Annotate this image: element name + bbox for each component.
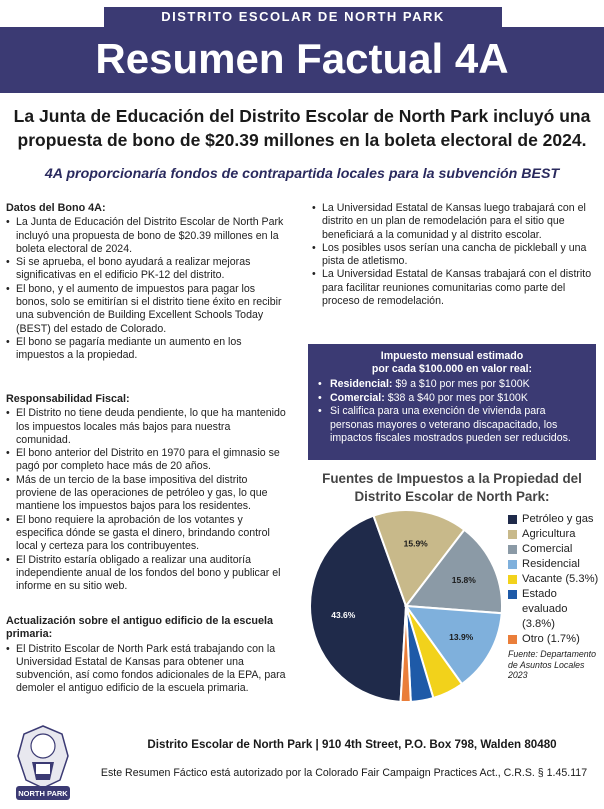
list-item: • El Distrito estaría obligado a realizar una auditoría independiente anual de los fondos del bono y publicar el informe en su sitio web.: [6, 554, 288, 594]
section-fiscal: [6, 393, 288, 593]
section-bond-facts: [6, 202, 288, 363]
list-item: • El bono anterior del Distrito en 1970 para el gimnasio se pagó por completo hace más de 20 años.: [6, 447, 288, 474]
legend-label: Otro (1.7%): [522, 633, 580, 645]
legend-swatch: [508, 545, 517, 554]
exemption-note: • Si califica para una exención de vivienda para personas mayores o veterano discapacitado, los impactos fiscales mostrados pueden ser reducidos.: [318, 405, 586, 446]
list-item: • El bono requiere la aprobación de los votantes y especifica dónde se gasta el dinero, brindando control local y certeza para los contribuyentes.: [6, 514, 288, 554]
legend-item: [508, 557, 602, 572]
legend-swatch: [508, 515, 517, 524]
list-item: • El bono se pagaría mediante un aumento en los impuestos a la propiedad.: [6, 336, 288, 363]
legend-label: Vacante (5.3%): [522, 573, 599, 585]
residential-rate: [318, 378, 586, 392]
chart-legend: [508, 512, 602, 681]
legend-label: Comercial: [522, 543, 573, 555]
legend-label: Petróleo y gas: [522, 513, 594, 525]
tax-box-list: [308, 378, 596, 446]
section-heading: Datos del Bono 4A:: [6, 202, 106, 214]
legend-label: Agricultura: [522, 528, 576, 540]
list-item: • El bono, y el aumento de impuestos para pagar los bonos, solo se emitirían si el distrito tiene éxito en recibir una subvención de Building Excellent Schools Today (BEST) del estado de Colorado.: [6, 283, 288, 336]
list-item: • El Distrito Escolar de North Park está trabajando con la Universidad Estatal de Kansas para obtener una subvención, así como fondos adicionales de la EPA, para demoler el antiguo edificio de la escuela primaria.: [6, 643, 288, 696]
chart-source: Fuente: Departamento de Asuntos Locales 2023: [508, 649, 597, 680]
residential-label: Residencial:: [330, 378, 393, 390]
legend-item: [508, 587, 602, 632]
tax-box-heading: [308, 350, 596, 376]
legend-swatch: [508, 635, 517, 644]
legend-item: [508, 572, 602, 587]
section-heading: Actualización sobre el antiguo edificio de la escuela primaria:: [6, 615, 273, 641]
building-list: [6, 643, 288, 696]
logo-text: NORTH PARK: [18, 789, 68, 798]
district-kicker: DISTRITO ESCOLAR DE NORTH PARK: [104, 7, 502, 27]
commercial-value: $38 a $40 por mes por $100K: [387, 391, 528, 404]
legend-item: [508, 632, 602, 647]
legend-item: [508, 527, 602, 542]
kansas-list: [312, 202, 592, 308]
list-item: • La Universidad Estatal de Kansas luego trabajará con el distrito en un plan de remodelación para el sitio que beneficiará a la comunidad y al distrito escolar.: [312, 202, 592, 242]
subheadline: 4A proporcionaría fondos de contrapartida locales para la subvención BEST: [44, 166, 560, 182]
pie-data-label: 43.6%: [331, 610, 356, 621]
page-title: Resumen Factual 4A: [95, 35, 509, 82]
authorization-note: Este Resumen Fáctico está autorizado por la Colorado Fair Campaign Practices Act., C.R.S. § 1.45.117: [100, 767, 588, 779]
section-building-update: [6, 615, 288, 696]
section-kansas: [312, 202, 592, 308]
tax-box-heading-line1: Impuesto mensual estimado: [380, 350, 524, 362]
chart-title: Fuentes de Impuestos a la Propiedad del Distrito Escolar de North Park:: [322, 471, 582, 504]
legend-item: [508, 542, 602, 557]
list-item: • Si se aprueba, el bono ayudará a realizar mejoras significativas en el edificio PK-12 del distrito.: [6, 256, 288, 283]
tax-estimate-box: [308, 344, 596, 460]
section-heading: Responsabilidad Fiscal:: [6, 393, 130, 405]
legend-swatch: [508, 575, 517, 584]
headline: La Junta de Educación del Distrito Escolar de North Park incluyó una propuesta de bono de $20.39 millones en la boleta electoral de 2024.: [13, 106, 591, 150]
pie-data-label: 15.9%: [403, 538, 428, 549]
district-contact: Distrito Escolar de North Park | 910 4th Street, P.O. Box 798, Walden 80480: [147, 738, 557, 751]
tax-source-pie-chart: [308, 508, 504, 704]
legend-item: [508, 512, 602, 527]
commercial-rate: [318, 392, 586, 406]
legend-swatch: [508, 560, 517, 569]
residential-value: $9 a $10 por mes por $100K: [395, 378, 530, 390]
district-logo: [10, 722, 76, 806]
bond-facts-list: [6, 216, 288, 362]
legend-label: Residencial: [522, 558, 580, 570]
list-item: • La Junta de Educación del Distrito Escolar de North Park incluyó una propuesta de bono de $20.39 millones en la boleta electoral de 2024.: [6, 216, 288, 256]
pie-data-label: 15.8%: [451, 575, 476, 586]
list-item: • Más de un tercio de la base impositiva del distrito proviene de las operaciones de petróleo y gas, lo que mantiene los impuestos bajos para los residentes.: [6, 474, 288, 514]
pie-data-label: 13.9%: [449, 632, 474, 642]
list-item: • La Universidad Estatal de Kansas trabajará con el distrito para facilitar reuniones comunitarias como parte del proceso de remodelación.: [312, 268, 592, 308]
list-item: • El Distrito no tiene deuda pendiente, lo que ha mantenido los impuestos locales más bajos para nuestra comunidad.: [6, 407, 288, 447]
fiscal-list: [6, 407, 288, 593]
commercial-label: Comercial:: [330, 391, 385, 404]
list-item: • Los posibles usos serían una cancha de pickleball y una pista de atletismo.: [312, 242, 592, 269]
tax-box-heading-line2: por cada $100.000 en valor real:: [371, 363, 533, 375]
legend-swatch: [508, 590, 517, 599]
legend-label: Estado evaluado (3.8%): [522, 588, 568, 630]
legend-swatch: [508, 530, 517, 539]
